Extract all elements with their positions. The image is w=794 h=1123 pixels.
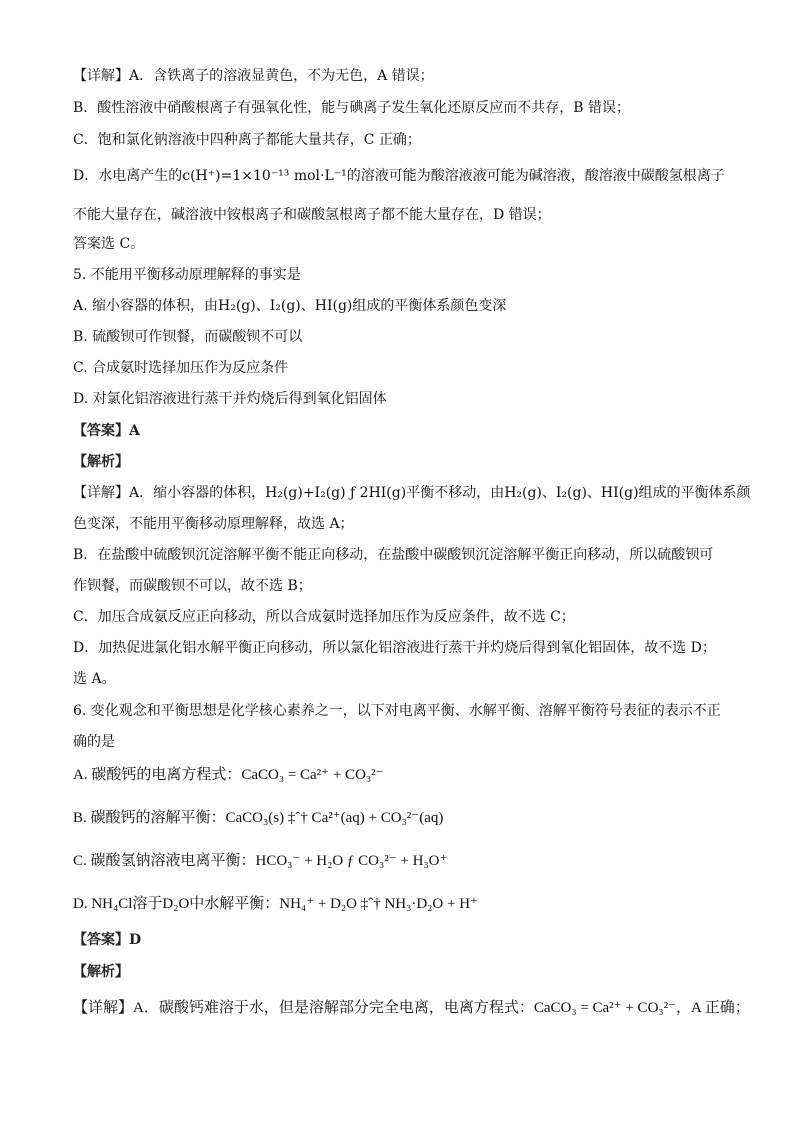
analysis-label: 【解析】 — [73, 964, 129, 980]
option-a: A. 缩小容器的体积，由H₂(g)、I₂(g)、HI(g)组成的平衡体系颜色变深 — [73, 298, 507, 314]
text-line: C．饱和氯化钠溶液中四种离子都能大量共存，C 正确； — [73, 132, 421, 148]
text-line: 【详解】A．缩小容器的体积，H₂(g)+I₂(g) ƒ 2HI(g)平衡不移动，由H₂(g)、I₂(g)、HI(g)组成的平衡体系颜 — [73, 485, 751, 501]
text-line: 作钡餐，而碳酸钡不可以，故不选 B； — [73, 578, 312, 594]
analysis-label: 【解析】 — [73, 454, 129, 470]
option-c: C. 合成氨时选择加压作为反应条件 — [73, 360, 289, 376]
option-b: B. 碳酸钙的溶解平衡：CaCO₃(s) ‡ˆ† Ca²⁺(aq) + CO₃²⁻(aq) — [73, 810, 444, 826]
text-line: 不能大量存在，碱溶液中铵根离子和碳酸氢根离子都不能大量存在，D 错误； — [73, 207, 551, 223]
text-line: D．加热促进氯化铝水解平衡正向移动，所以氯化铝溶液进行蒸干并灼烧后得到氧化铝固体，故不选 D； — [73, 640, 716, 656]
question-stem: 确的是 — [73, 734, 115, 750]
text-line: 色变深，不能用平衡移动原理解释，故选 A； — [73, 516, 354, 532]
text-line: 答案选 C。 — [73, 236, 145, 252]
option-b: B. 硫酸钡可作钡餐，而碳酸钡不可以 — [73, 329, 303, 345]
text-line: C．加压合成氨反应正向移动，所以合成氨时选择加压作为反应条件，故不选 C； — [73, 609, 575, 625]
option-c: C. 碳酸氢钠溶液电离平衡：HCO₃⁻ + H₂O ƒ CO₃²⁻ + H₃O⁺ — [73, 853, 448, 869]
text-line: D．水电离产生的c(H⁺)=1×10⁻¹³ mol·L⁻¹的溶液可能为酸溶液液可能为碱溶液，酸溶液中碳酸氢根离子 — [73, 168, 725, 184]
option-d: D. NH₄Cl溶于D₂O中水解平衡：NH₄⁺ + D₂O ‡ˆ† NH₃·D₂O + H⁺ — [73, 896, 478, 912]
option-a: A. 碳酸钙的电离方程式：CaCO₃ = Ca²⁺ + CO₃²⁻ — [73, 767, 384, 783]
text-line: B．在盐酸中硫酸钡沉淀溶解平衡不能正向移动，在盐酸中碳酸钡沉淀溶解平衡正向移动，所以硫酸钡可 — [73, 547, 714, 563]
text-line: 【详解】A．碳酸钙难溶于水，但是溶解部分完全电离，电离方程式：CaCO₃ = Ca²⁺ + CO₃²⁻，A 正确； — [73, 1000, 750, 1016]
text-line: 【详解】A．含铁离子的溶液显黄色，不为无色，A 错误； — [73, 68, 434, 84]
answer-label: 【答案】A — [73, 423, 140, 439]
option-d: D. 对氯化铝溶液进行蒸干并灼烧后得到氧化铝固体 — [73, 391, 387, 407]
answer-label: 【答案】D — [73, 932, 142, 948]
question-stem: 6. 变化观念和平衡思想是化学核心素养之一，以下对电离平衡、水解平衡、溶解平衡符号表征的表示不正 — [73, 703, 721, 719]
text-line: 选 A。 — [73, 671, 116, 687]
text-line: B．酸性溶液中硝酸根离子有强氧化性，能与碘离子发生氧化还原反应而不共存，B 错误； — [73, 100, 631, 116]
question-stem: 5. 不能用平衡移动原理解释的事实是 — [73, 267, 301, 283]
